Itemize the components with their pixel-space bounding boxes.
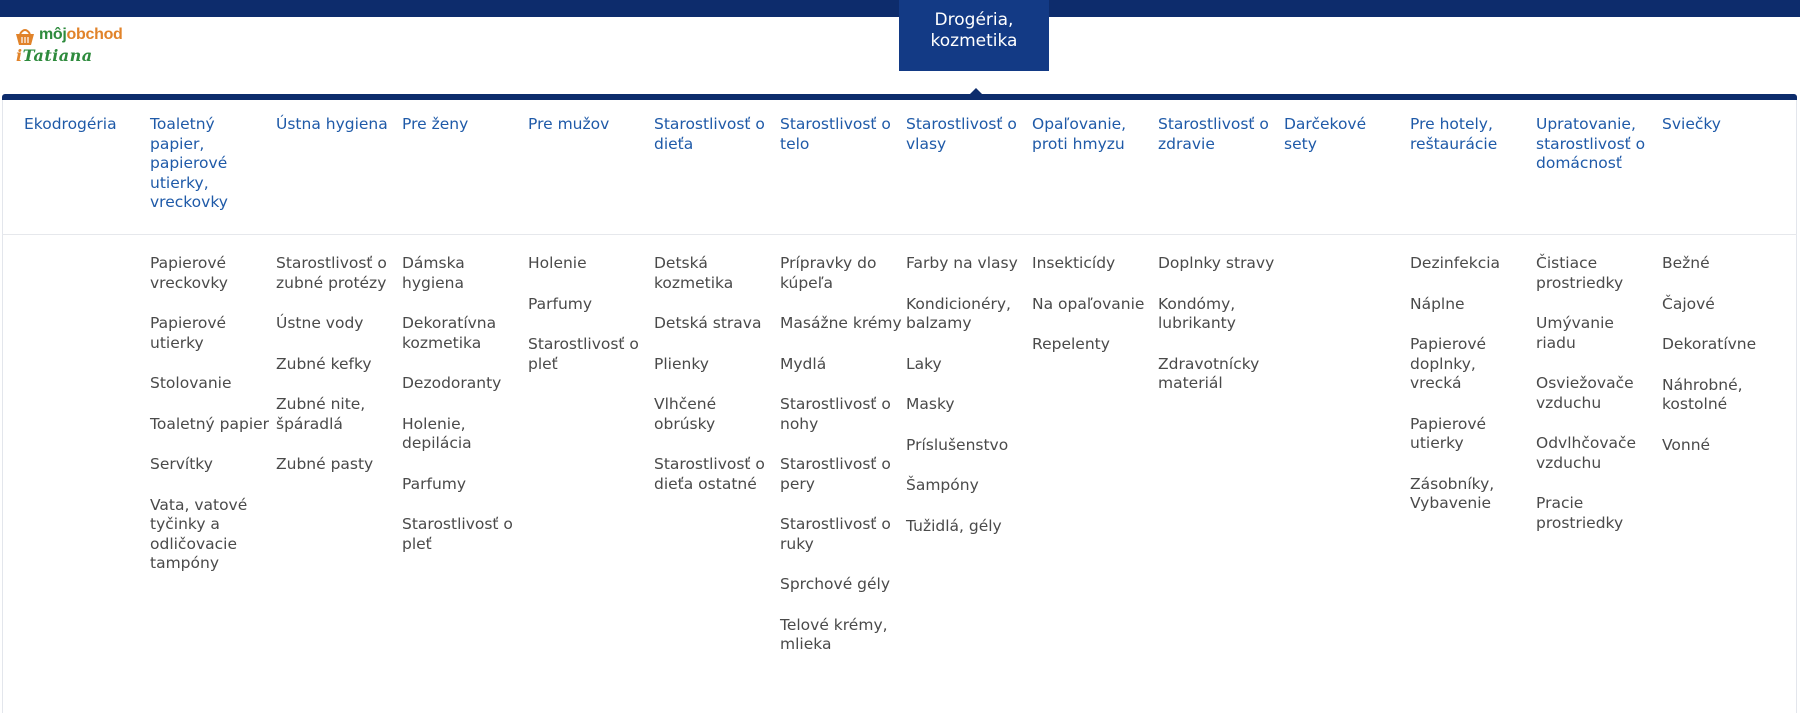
menu-item[interactable]: Dezodoranty: [402, 374, 502, 392]
menu-item[interactable]: Papierové vreckovky: [150, 254, 228, 292]
menu-item[interactable]: Detská kozmetika: [654, 254, 734, 292]
menu-item[interactable]: Holenie, depilácia: [402, 414, 472, 452]
menu-column-list: [402, 254, 524, 575]
menu-item[interactable]: Tužidlá, gély: [906, 516, 1002, 535]
menu-item[interactable]: Doplnky stravy: [1158, 254, 1275, 272]
shopping-basket-icon: [14, 26, 36, 48]
menu-column-title[interactable]: Starostlivosť o vlasy: [906, 115, 1017, 153]
menu-item[interactable]: Laky: [906, 354, 942, 373]
menu-item[interactable]: Vata, vatové tyčinky a odličovacie tampóny: [150, 495, 248, 572]
menu-column-list: [1158, 254, 1280, 415]
menu-column-list: [1536, 254, 1658, 554]
menu-column-list: [1032, 254, 1154, 376]
menu-item[interactable]: Vlhčené obrúsky: [654, 395, 717, 433]
menu-item[interactable]: Starostlivosť o pery: [780, 455, 891, 493]
menu-item[interactable]: Zdravotnícky materiál: [1158, 354, 1260, 392]
menu-item[interactable]: Servítky: [150, 455, 213, 473]
menu-column-list: [1662, 254, 1784, 476]
menu-item[interactable]: Starostlivosť o pleť: [528, 335, 639, 373]
menu-column-list: [780, 254, 902, 676]
menu-item[interactable]: Zásobníky, Vybavenie: [1410, 474, 1495, 512]
menu-divider: [2, 234, 1797, 235]
menu-item[interactable]: Farby na vlasy: [906, 254, 1018, 272]
logo-text-tatiana: Tatiana: [22, 46, 93, 65]
menu-column-list: [276, 254, 398, 496]
menu-item[interactable]: Bežné: [1662, 254, 1710, 272]
menu-item[interactable]: Plienky: [654, 354, 709, 373]
menu-column-title[interactable]: Starostlivosť o telo: [780, 115, 891, 153]
menu-item[interactable]: Vonné: [1662, 435, 1711, 454]
menu-item[interactable]: Dekoratívna kozmetika: [402, 314, 497, 352]
panel-top-border: [2, 94, 1797, 100]
menu-column-title[interactable]: Darčekové sety: [1284, 115, 1367, 153]
menu-item[interactable]: Papierové utierky: [1410, 414, 1487, 452]
site-logo[interactable]: [14, 20, 134, 72]
logo-text-obchod: obchod: [66, 26, 123, 43]
menu-item[interactable]: Papierové utierky: [150, 314, 227, 352]
menu-item[interactable]: Starostlivosť o dieťa ostatné: [654, 455, 765, 493]
menu-column-title[interactable]: Pre ženy: [402, 115, 469, 133]
menu-item[interactable]: Zubné kefky: [276, 354, 372, 373]
menu-column-title[interactable]: Starostlivosť o zdravie: [1158, 115, 1269, 153]
menu-item[interactable]: Ústne vody: [276, 314, 364, 332]
menu-item[interactable]: Masky: [906, 395, 955, 413]
menu-item[interactable]: Na opaľovanie: [1032, 294, 1145, 313]
menu-item[interactable]: Toaletný papier: [150, 414, 270, 433]
menu-item[interactable]: Starostlivosť o zubné protézy: [276, 254, 387, 292]
menu-item[interactable]: Stolovanie: [150, 374, 232, 392]
menu-item[interactable]: Prípravky do kúpeľa: [780, 254, 877, 292]
menu-column-list: [150, 254, 272, 595]
menu-column-title[interactable]: Ekodrogéria: [24, 115, 117, 133]
menu-item[interactable]: Dekoratívne: [1662, 335, 1757, 353]
menu-item[interactable]: Čistiace prostriedky: [1536, 254, 1624, 292]
menu-item[interactable]: Repelenty: [1032, 335, 1110, 353]
menu-column-title[interactable]: Sviečky: [1662, 115, 1721, 133]
menu-item[interactable]: Čajové: [1662, 294, 1715, 313]
menu-item[interactable]: Zubné pasty: [276, 455, 374, 473]
menu-item[interactable]: Kondómy, lubrikanty: [1158, 294, 1236, 332]
menu-item[interactable]: Parfumy: [528, 294, 593, 313]
menu-column-list: [528, 254, 650, 395]
menu-column-title[interactable]: Ústna hygiena: [276, 115, 388, 133]
menu-item[interactable]: Starostlivosť o nohy: [780, 395, 891, 433]
tab-drogeria-kozmetika[interactable]: Drogéria, kozmetika: [899, 0, 1049, 71]
menu-item[interactable]: Starostlivosť o ruky: [780, 515, 891, 553]
logo-text: [39, 26, 123, 44]
menu-item[interactable]: Dámska hygiena: [402, 254, 465, 292]
logo-text-moj: môj: [39, 26, 67, 43]
menu-column-title[interactable]: Pre mužov: [528, 115, 610, 133]
menu-column-title[interactable]: Toaletný papier, papierové utierky, vreckovky: [150, 115, 228, 211]
logo-subtext: [16, 46, 93, 65]
menu-item[interactable]: Starostlivosť o pleť: [402, 515, 513, 553]
menu-item[interactable]: Umývanie riadu: [1536, 314, 1614, 352]
menu-column-title[interactable]: Upratovanie, starostlivosť o domácnosť: [1536, 115, 1646, 172]
logo-text-i: i: [16, 46, 23, 65]
menu-item[interactable]: Insekticídy: [1032, 254, 1116, 272]
menu-item[interactable]: Sprchové gély: [780, 575, 891, 593]
menu-item[interactable]: Odvlhčovače vzduchu: [1536, 434, 1637, 472]
menu-column-title[interactable]: Starostlivosť o dieťa: [654, 115, 765, 153]
menu-item[interactable]: Detská strava: [654, 314, 762, 332]
menu-column-title[interactable]: Pre hotely, reštaurácie: [1410, 115, 1498, 153]
menu-item[interactable]: Šampóny: [906, 476, 979, 494]
menu-item[interactable]: Holenie: [528, 254, 587, 272]
menu-item[interactable]: Kondicionéry, balzamy: [906, 294, 1011, 332]
menu-item[interactable]: Dezinfekcia: [1410, 254, 1501, 272]
menu-item[interactable]: Zubné nite, špáradlá: [276, 395, 366, 433]
menu-item[interactable]: Telové krémy, mlieka: [780, 615, 888, 653]
menu-item[interactable]: Náhrobné, kostolné: [1662, 375, 1743, 413]
menu-item[interactable]: Osviežovače vzduchu: [1536, 374, 1634, 412]
menu-column-title[interactable]: Opaľovanie, proti hmyzu: [1032, 115, 1127, 153]
menu-item[interactable]: Papierové doplnky, vrecká: [1410, 335, 1487, 392]
menu-item[interactable]: Masážne krémy: [780, 314, 902, 332]
menu-column-list: [654, 254, 776, 515]
menu-column-list: [906, 254, 1028, 557]
menu-item[interactable]: Parfumy: [402, 474, 467, 493]
menu-item[interactable]: Náplne: [1410, 294, 1465, 313]
menu-item[interactable]: Mydlá: [780, 354, 827, 373]
menu-column-list: [1410, 254, 1532, 535]
menu-item[interactable]: Pracie prostriedky: [1536, 494, 1624, 532]
menu-item[interactable]: Príslušenstvo: [906, 435, 1009, 454]
